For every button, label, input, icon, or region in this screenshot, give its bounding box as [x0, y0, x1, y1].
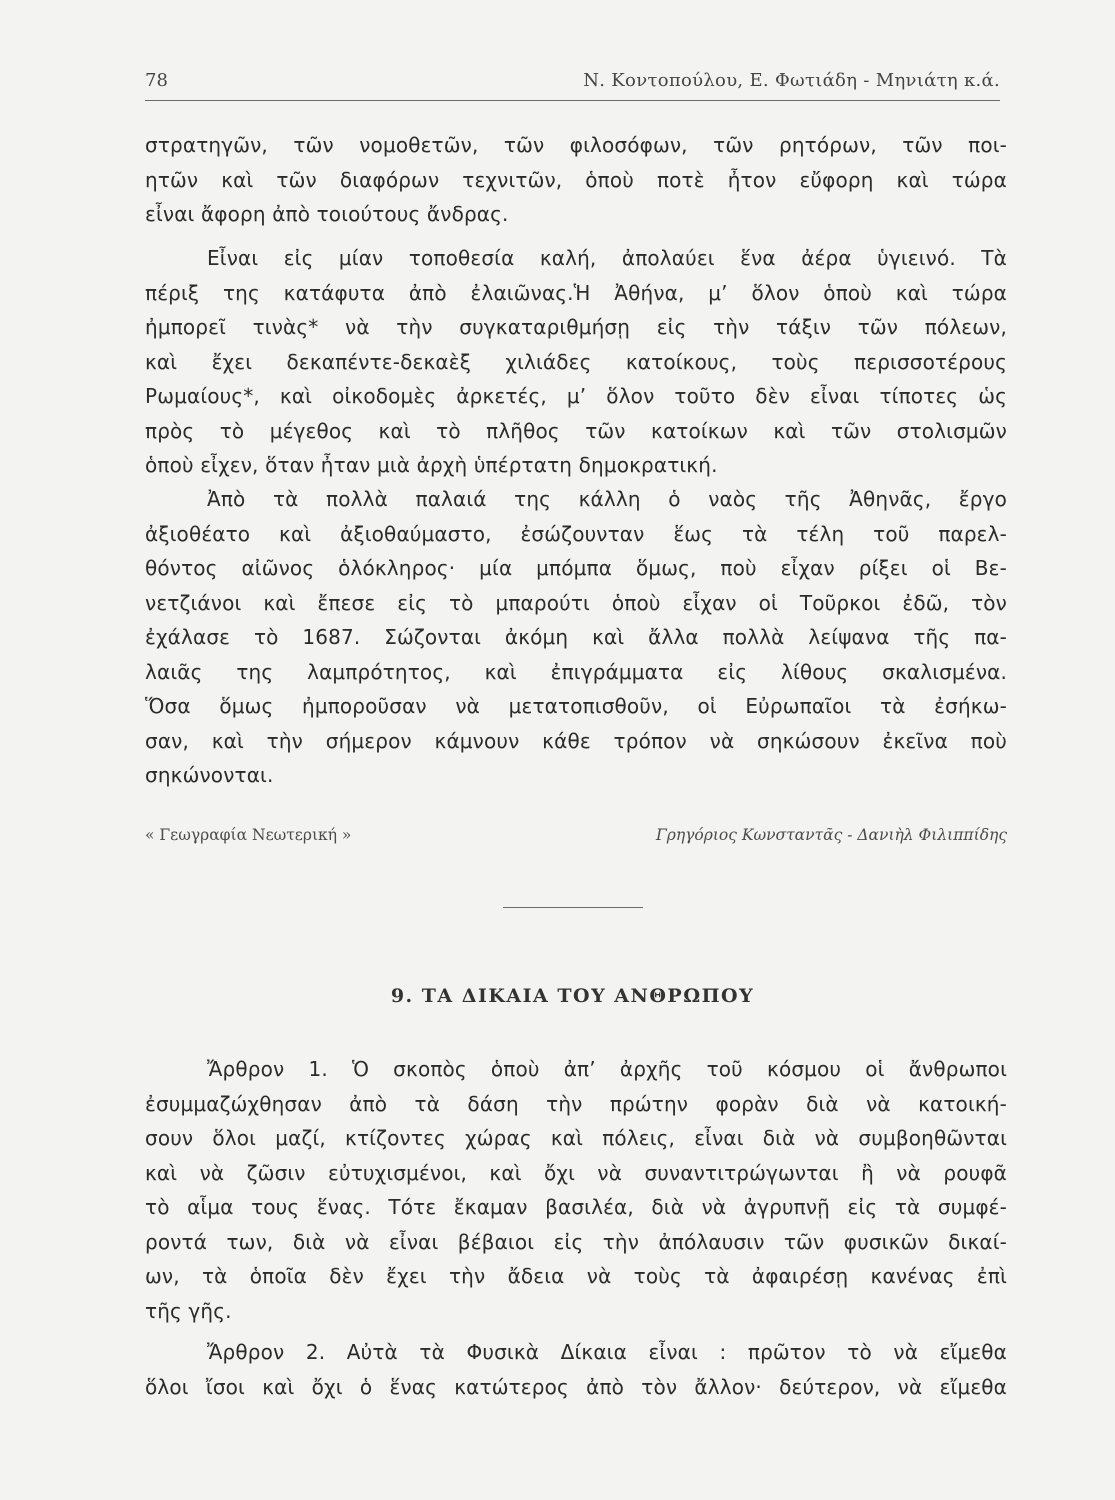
page-number: 78	[145, 70, 168, 91]
text-line: πέριξ της κατάφυτα ἀπὸ ἐλαιῶνας.Ἡ Ἀθήνα, μ’ ὅλον ὁποὺ καὶ τώρα	[145, 280, 1007, 305]
text-line: Ἀπὸ τὰ πολλὰ παλαιά της κάλλη ὁ ναὸς τῆς Ἀθηνᾶς, ἔργο	[207, 487, 1007, 511]
text-line: ἐσυμμαζώχθησαν ἀπὸ τὰ δάση τὴν πρώτην φορὰν διὰ νὰ κατοική-	[145, 1091, 1007, 1116]
article-1	[145, 1052, 1007, 1328]
text-line: σουν ὅλοι μαζί, κτίζοντες χώρας καὶ πόλεις, εἶναι διὰ νὰ συμβοηθῶνται	[145, 1126, 1007, 1150]
text-line: πρὸς τὸ μέγεθος καὶ τὸ πλῆθος τῶν κατοίκων καὶ τῶν στολισμῶν	[145, 418, 1007, 443]
text-line: Εἶναι εἰς μίαν τοποθεσία καλή, ἀπολαύει ἕνα ἀέρα ὑγιεινό. Τὰ	[207, 246, 1007, 270]
text-line: Ἄρθρον 1. Ὁ σκοπὸς ὁποὺ ἀπ’ ἀρχῆς τοῦ κόσμου οἱ ἄνθρωποι	[207, 1057, 1007, 1081]
text-line: ὁποὺ εἶχεν, ὅταν ἦταν μιὰ ἀρχὴ ὑπέρτατη δημοκρατική.	[145, 453, 718, 477]
text-line: ητῶν καὶ τῶν διαφόρων τεχνιτῶν, ὁποὺ ποτὲ ἦτον εὔφορη καὶ τώρα	[145, 167, 1007, 192]
text-line: ἐχάλασε τὸ 1687. Σώζονται ἀκόμη καὶ ἄλλα πολλὰ λείψανα τῆς πα-	[145, 625, 1007, 649]
text-line: Ρωμαίους*, καὶ οἰκοδομὲς ἀρκετές, μ’ ὅλον τοῦτο δὲν εἶναι τίποτες ὡς	[145, 384, 1007, 408]
text-line: θόντος αἰῶνος ὁλόκληρος· μία μπόμπα ὅμως, ποὺ εἶχαν ρίξει οἱ Βε-	[145, 556, 1007, 580]
text-line: νετζιάνοι καὶ ἔπεσε εἰς τὸ μπαρούτι ὁποὺ εἶχαν οἱ Τοῦρκοι ἐδῶ, τὸν	[145, 590, 1007, 615]
section-title: 9. ΤΑ ΔΙΚΑΙΑ ΤΟΥ ΑΝΘΡΩΠΟΥ	[390, 985, 755, 1007]
text-line: Ὅσα ὅμως ἠμποροῦσαν νὰ μετατοπισθοῦν, οἱ Εὐρωπαῖοι τὰ ἐσήκω-	[145, 694, 1007, 718]
excerpt-paragraph-3	[145, 482, 1007, 793]
text-line: σαν, καὶ τὴν σήμερον κάμνουν κάθε τρόπον νὰ σηκώσουν ἐκεῖνα ποὺ	[145, 728, 1007, 753]
running-head: Ν. Κοντοπούλου, Ε. Φωτιάδη - Μηνιάτη κ.ά.	[583, 70, 1000, 91]
text-line: καὶ νὰ ζῶσιν εὐτυχισμένοι, καὶ ὄχι νὰ συναντιτρώγωνται ἢ νὰ ρουφᾶ	[145, 1160, 1007, 1185]
text-line: ων, τὰ ὁποῖα δὲν ἔχει τὴν ἄδεια νὰ τοὺς τὰ ἀφαιρέσῃ κανένας ἐπὶ	[145, 1264, 1007, 1288]
excerpt-paragraph-2	[145, 241, 1007, 483]
text-line: τὸ αἷμα τους ἕνας. Τότε ἔκαμαν βασιλέα, διὰ νὰ ἀγρυπνῇ εἰς τὰ συμφέ-	[145, 1195, 1007, 1219]
text-line: ροντά των, διὰ νὰ εἶναι βέβαιοι εἰς τὴν ἀπόλαυσιν τῶν φυσικῶν δικαί-	[145, 1229, 1007, 1254]
text-line: ὅλοι ἴσοι καὶ ὄχι ὁ ἕνας κατώτερος ἀπὸ τὸν ἄλλον· δεύτερον, νὰ εἴμεθα	[145, 1374, 1007, 1399]
text-line: Ἄρθρον 2. Αὐτὰ τὰ Φυσικὰ Δίκαια εἶναι : πρῶτον τὸ νὰ εἴμεθα	[207, 1340, 1007, 1364]
section-separator	[503, 907, 643, 908]
text-line: τῆς γῆς.	[145, 1298, 232, 1323]
citation-authors: Γρηγόριος Κωνσταντᾶς - Δανιὴλ Φιλιππίδης	[655, 826, 1007, 844]
excerpt-citation	[145, 826, 1007, 852]
header-rule	[145, 100, 1000, 101]
text-line: καὶ ἔχει δεκαπέντε-δεκαὲξ χιλιάδες κατοίκους, τοὺς περισσοτέρους	[145, 349, 1007, 374]
text-line: σηκώνονται.	[145, 763, 274, 787]
citation-source: « Γεωγραφία Νεωτερική »	[145, 826, 352, 844]
page-header	[145, 68, 1000, 98]
text-line: εἶναι ἄφορη ἀπὸ τοιούτους ἄνδρας.	[145, 202, 509, 226]
text-line: ἀξιοθέατο καὶ ἀξιοθαύμαστο, ἐσώζουνταν ἕως τὰ τέλη τοῦ παρελ-	[145, 521, 1007, 546]
excerpt-paragraph-1	[145, 128, 1007, 232]
text-line: στρατηγῶν, τῶν νομοθετῶν, τῶν φιλοσόφων, τῶν ρητόρων, τῶν ποι-	[145, 133, 1007, 157]
text-line: λαιᾶς της λαμπρότητος, καὶ ἐπιγράμματα εἰς λίθους σκαλισμένα.	[145, 659, 1007, 684]
text-line: ἠμπορεῖ τινὰς* νὰ τὴν συγκαταριθμήσῃ εἰς τὴν τάξιν τῶν πόλεων,	[145, 315, 1007, 339]
article-2	[145, 1335, 1007, 1404]
